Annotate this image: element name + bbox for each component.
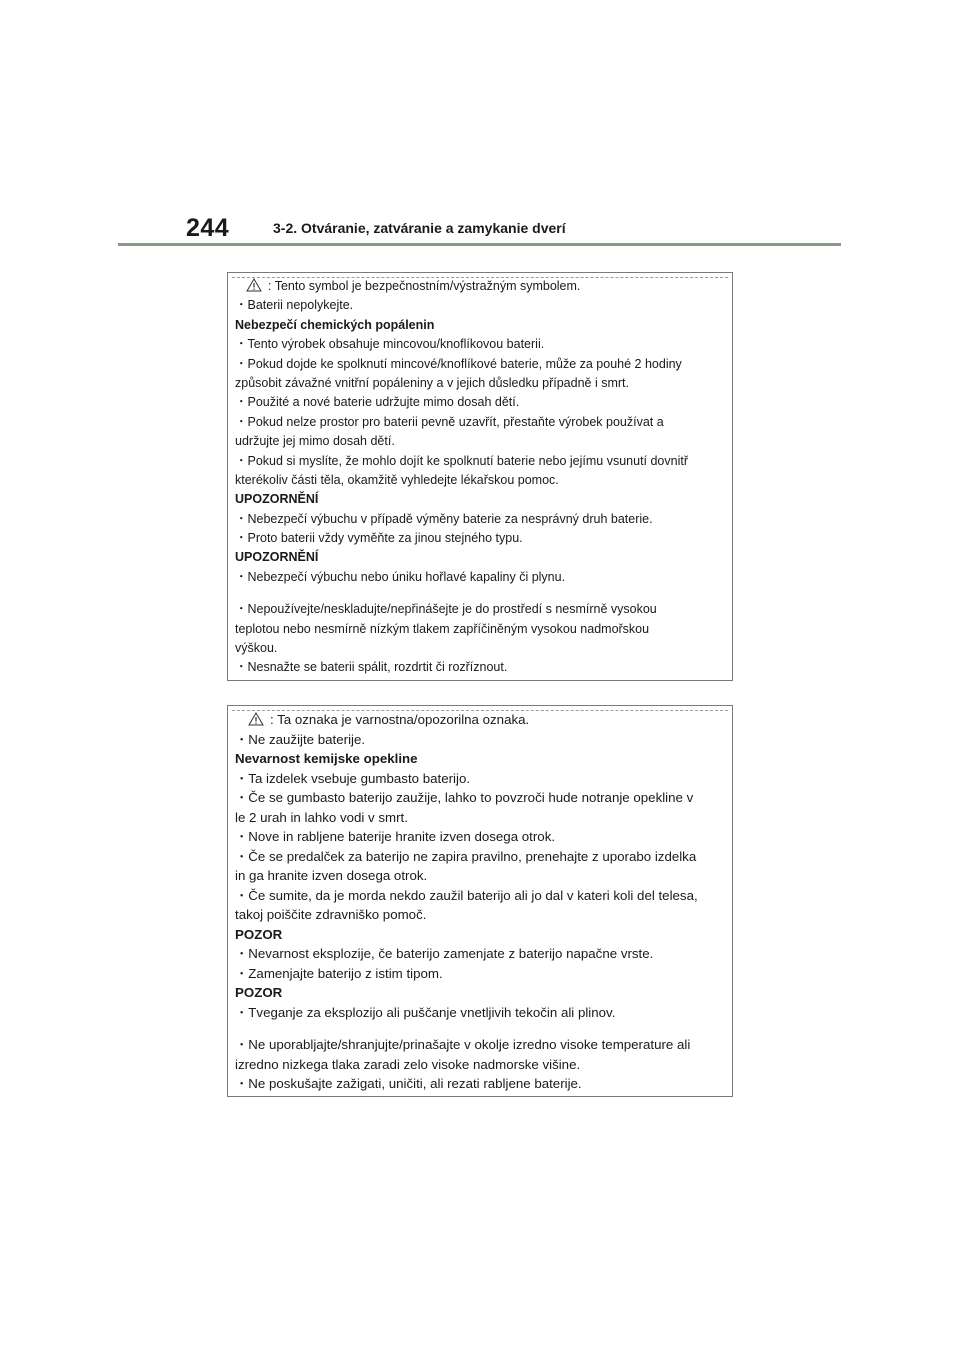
text-line: ・Proto baterii vždy vyměňte za jinou stejného typu. xyxy=(235,531,523,546)
warning-box-czech xyxy=(227,272,733,681)
text-line: le 2 urah in lahko vodi v smrt. xyxy=(235,809,408,825)
section-title: 3-2. Otváranie, zatváranie a zamykanie dverí xyxy=(273,220,566,236)
text-line: ・Použité a nové baterie udržujte mimo dosah dětí. xyxy=(235,395,520,410)
text-line: ・Nevarnost eksplozije, če baterijo zamenjate z baterijo napačne vrste. xyxy=(235,946,654,961)
symbol-note-text: : Tento symbol je bezpečnostním/výstražným symbolem. xyxy=(268,279,581,293)
text-line: ・Zamenjajte baterijo z istim tipom. xyxy=(235,965,443,981)
text-line: takoj poiščite zdravniško pomoč. xyxy=(235,907,427,922)
symbol-note xyxy=(235,710,728,730)
text-line: ・Ne uporabljajte/shranjujte/prinašajte v okolje izredno visoke temperature ali xyxy=(235,1037,691,1052)
text-line: izredno nizkega tlaka zaradi zelo visoke nadmorske višine. xyxy=(235,1056,581,1072)
text-line: ・Ne zaužijte baterije. xyxy=(235,731,366,747)
text-line: in ga hranite izven dosega otrok. xyxy=(235,868,428,883)
text-line: ・Nepoužívejte/neskladujte/nepřinášejte je do prostředí s nesmírně vysokou xyxy=(235,602,657,617)
text-line: ・Nove in rabljene baterije hranite izven dosega otrok. xyxy=(235,829,556,844)
text-line: ・Nebezpečí výbuchu nebo úniku hořlavé kapaliny či plynu. xyxy=(235,569,566,584)
text-line: ・Pokud si myslíte, že mohlo dojít ke spolknutí baterie nebo jejímu vsunutí dovnitř xyxy=(235,453,689,468)
text-line: Nebezpečí chemických popálenin xyxy=(235,317,435,332)
text-line: ・Če sumite, da je morda nekdo zaužil baterijo ali jo dal v kateri koli del telesa, xyxy=(235,887,698,903)
warning-triangle-icon xyxy=(248,712,264,726)
text-line: ・Tveganje za eksplozijo ali puščanje vnetljivih tekočin ali plinov. xyxy=(235,1004,616,1020)
text-line: POZOR xyxy=(235,985,283,1000)
text-line: ・Pokud dojde ke spolknutí mincové/knoflíkové baterie, může za pouhé 2 hodiny xyxy=(235,356,682,371)
text-line: UPOZORNĚNÍ xyxy=(235,492,319,507)
text-line: Nevarnost kemijske opekline xyxy=(235,751,418,766)
text-line: ・Ta izdelek vsebuje gumbasto baterijo. xyxy=(235,770,471,786)
text-line: ・Tento výrobek obsahuje mincovou/knoflíkovou baterii. xyxy=(235,337,545,352)
text-line: ・Baterii nepolykejte. xyxy=(235,298,354,313)
text-line xyxy=(235,587,728,600)
symbol-note-text: : Ta oznaka je varnostna/opozorilna oznaka. xyxy=(270,712,530,727)
text-line: ・Če se predalček za baterijo ne zapira pravilno, prenehajte z uporabo izdelka xyxy=(235,848,697,864)
text-line: výškou. xyxy=(235,641,278,656)
text-line: způsobit závažné vnitřní popáleniny a v jejich důsledku případně i smrt. xyxy=(235,375,629,390)
text-line: ・Nebezpečí výbuchu v případě výměny baterie za nesprávný druh baterie. xyxy=(235,511,653,526)
text-line: teplotou nebo nesmírně nízkým tlakem zapříčiněným vysokou nadmořskou xyxy=(235,621,650,636)
warning-triangle-icon xyxy=(246,278,262,292)
symbol-note xyxy=(235,277,728,296)
text-line: ・Nesnažte se baterii spálit, rozdrtit či rozříznout. xyxy=(235,660,508,675)
warning-box-slovene xyxy=(227,705,733,1097)
text-line xyxy=(235,1022,728,1035)
header-rule xyxy=(118,243,841,246)
text-line: ・Ne poskušajte zažigati, uničiti, ali rezati rabljene baterije. xyxy=(235,1076,582,1091)
page-number: 244 xyxy=(186,214,230,242)
text-line: POZOR xyxy=(235,926,283,942)
text-line: UPOZORNĚNÍ xyxy=(235,550,319,565)
text-line: udržujte jej mimo dosah dětí. xyxy=(235,434,395,449)
text-line: kterékoliv části těla, okamžitě vyhledejte lékařskou pomoc. xyxy=(235,472,559,487)
text-line: ・Če se gumbasto baterijo zaužije, lahko to povzroči hude notranje opekline v xyxy=(235,790,694,805)
text-line: ・Pokud nelze prostor pro baterii pevně uzavřít, přestaňte výrobek používat a xyxy=(235,414,664,429)
